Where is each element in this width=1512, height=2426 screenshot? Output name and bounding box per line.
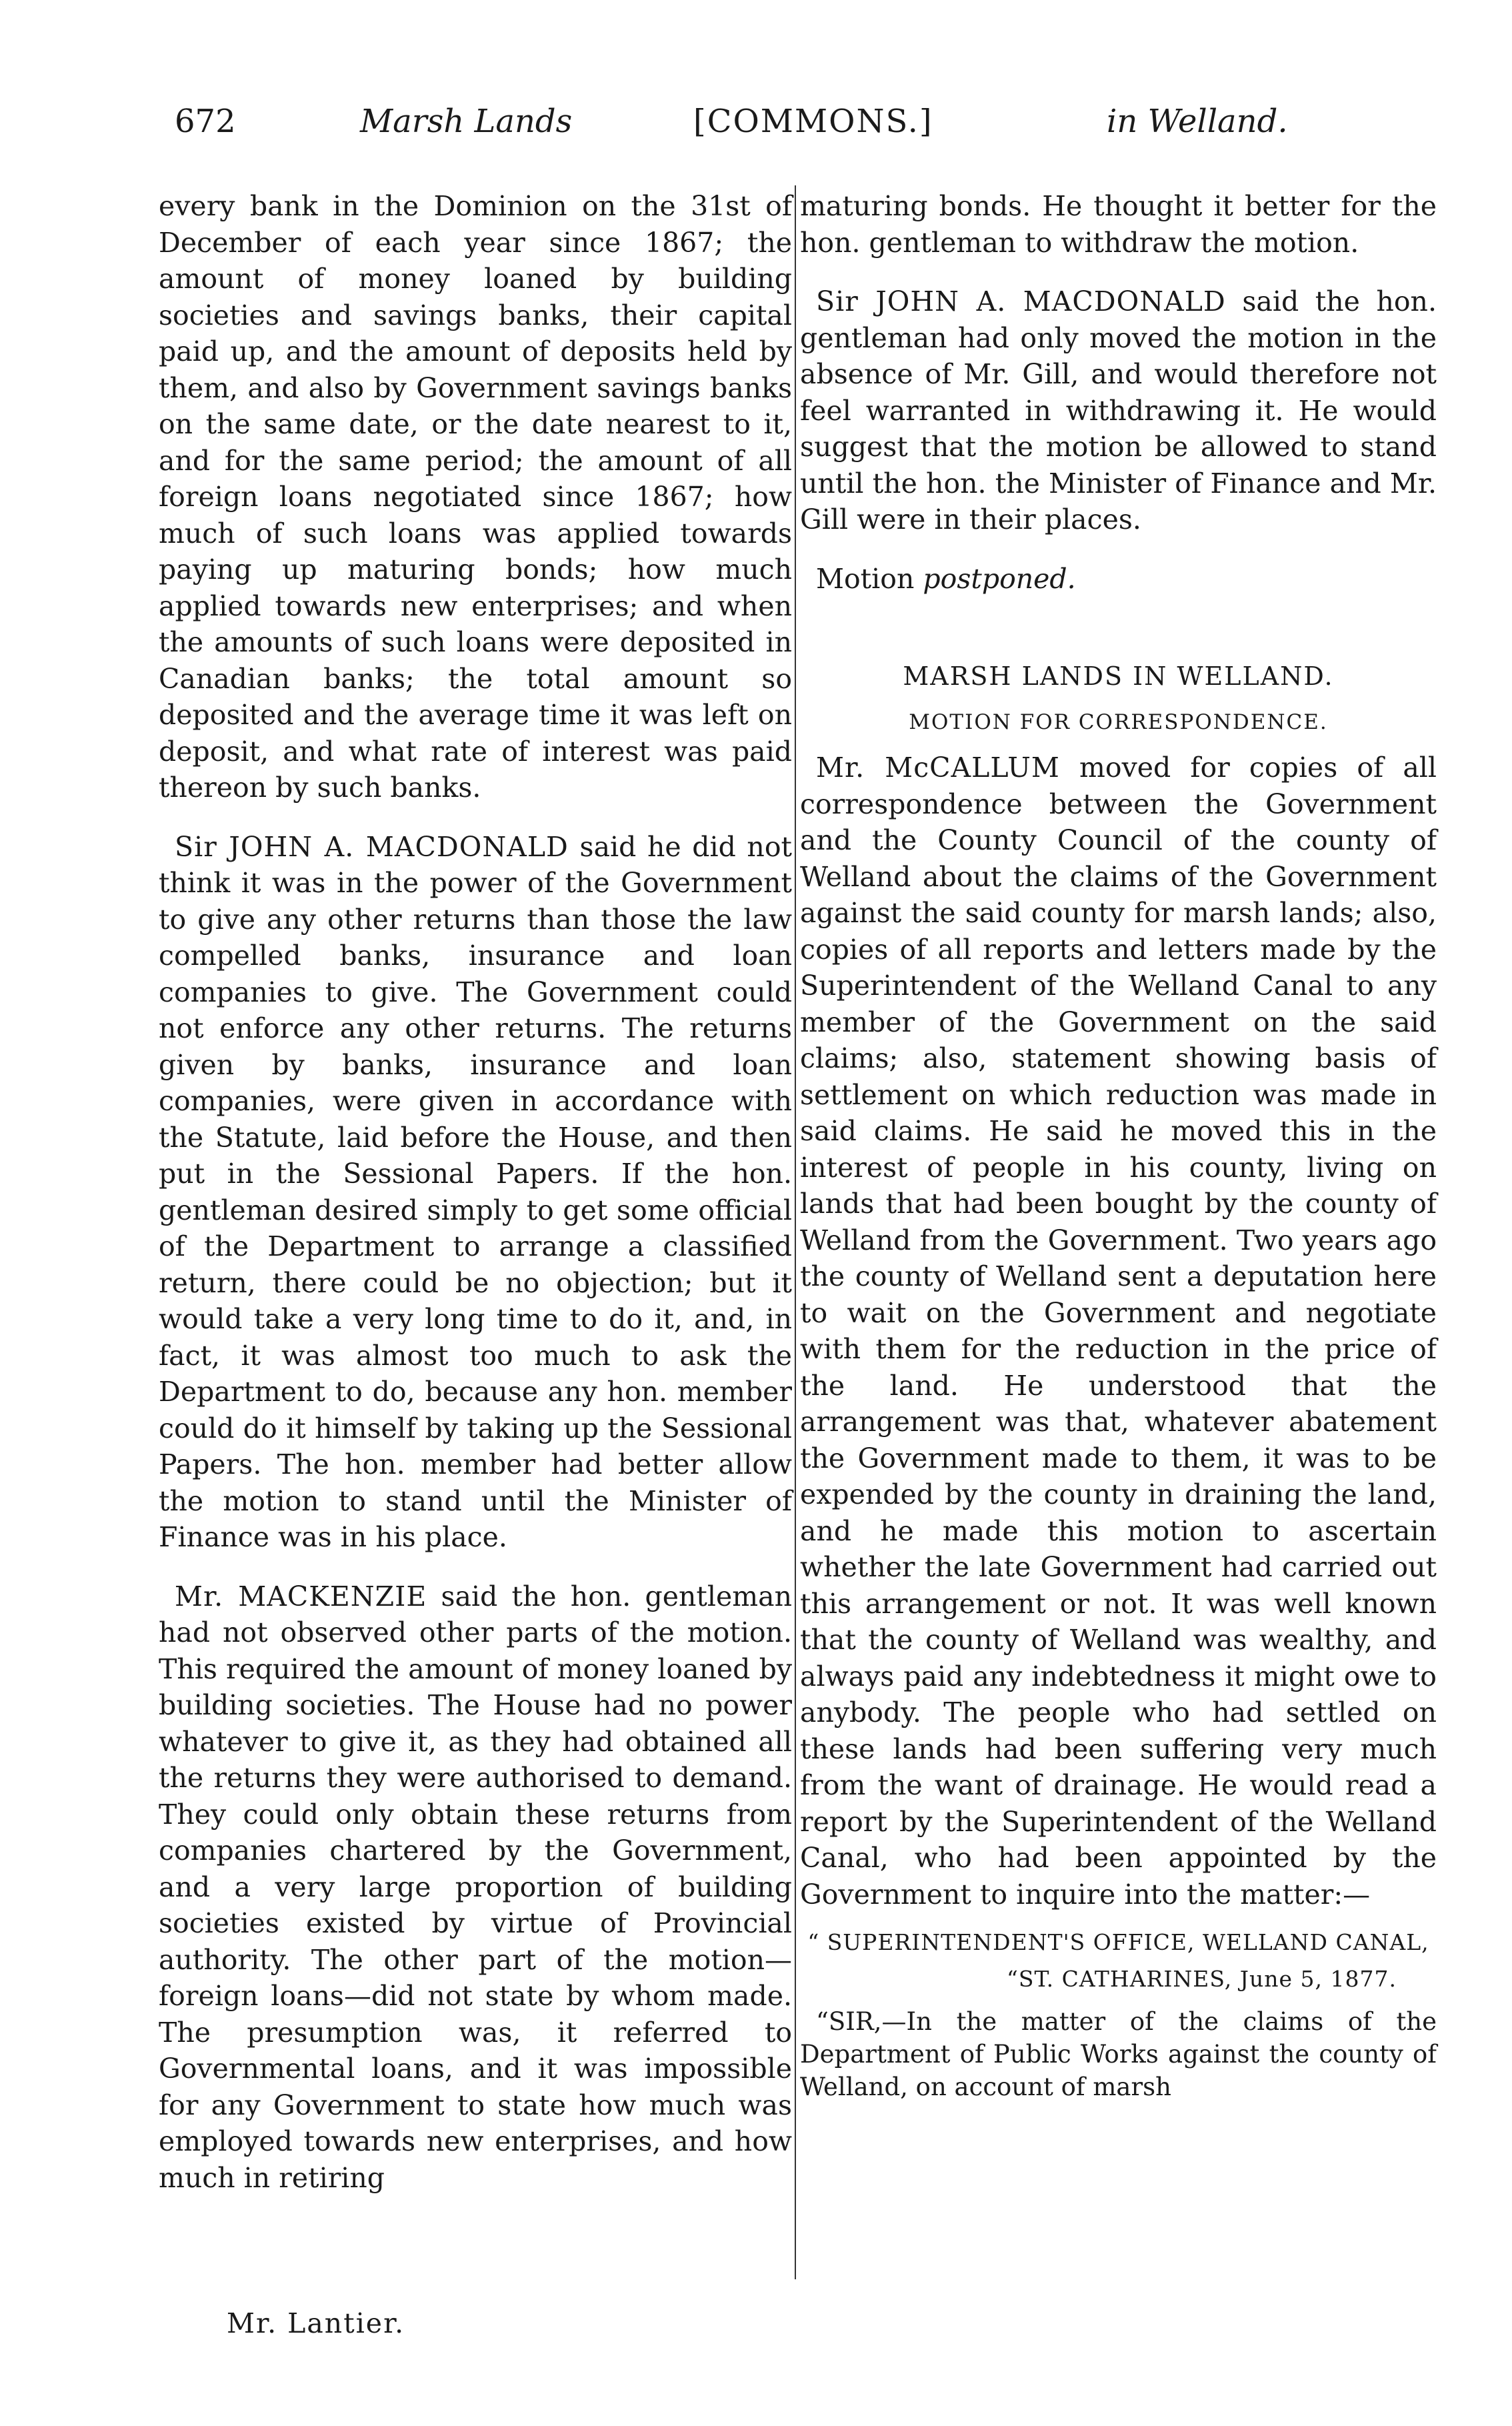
paragraph-macdonald (800, 283, 1437, 538)
letter-heading: “ SUPERINTENDENT'S OFFICE, WELLAND CANAL, (807, 1929, 1429, 1955)
letter-date: “ST. CATHARINES, June 5, 1877. (1007, 1965, 1397, 1992)
running-title-left: Marsh Lands (360, 103, 573, 140)
speech-text: said the hon. gentleman had not observed other parts of the motion. This required the amount of money loaned by building societies. The House had no power whatever to give it, as they had obtained all the returns they were authorised to demand. They could only obtain these returns from companies chartered by the Government, and a very large proportion of building societies existed by virtue of Provincial authority. The other part of the motion—foreign loans—did not state by whom made. The presumption was, it referred to Governmental loans, and it was impossible for any Government to state how much was employed towards new enterprises, and how much in retiring (159, 1580, 792, 2194)
letter-body: “SIR,—In the matter of the claims of the Department of Public Works against the county of Welland, on account of marsh (800, 2007, 1437, 2101)
speaker-name: Mr. McCALLUM (816, 752, 1060, 784)
paragraph-macdonald (159, 829, 792, 1556)
paragraph-continued: every bank in the Dominion on the 31st of December of each year since 1867; the amount of money loaned by building societies and savings banks, their capital paid up, and the amount of deposits held by them, and also by Government savings banks on the same date, or the date nearest to it, and for the same period; the amount of all foreign loans negotiated since 1867; how much of such loans was applied towards paying up maturing bonds; how much applied towards new enterprises; and when the amounts of such loans were deposited in Canadian banks; the total amount so deposited and the average time it was left on deposit, and what rate of interest was paid thereon by such banks. (159, 190, 792, 804)
catchword: Mr. Lantier. (227, 2307, 405, 2339)
section-subheading: MOTION FOR CORRESPONDENCE. (909, 710, 1328, 734)
column-divider (795, 185, 796, 2279)
right-column (800, 188, 1437, 2103)
running-title-center: [COMMONS.] (693, 103, 933, 140)
section-heading: MARSH LANDS IN WELLAND. (903, 662, 1334, 691)
speaker-name: Sir JOHN A. MACDONALD (175, 830, 569, 863)
left-column (159, 188, 792, 2196)
speech-text: moved for copies of all correspondence between the Government and the County Council of the county of Welland about the claims of the Government against the said county for marsh lands; also, copies of all reports and letters made by the Superintendent of the Welland Canal to any member of the Government on the said claims; also, statement showing basis of settlement on which reduction was made in said claims. He said he moved this in the interest of people in his county, living on lands that had been bought by the county of Welland from the Government. Two years ago the county of Welland sent a deputation here to wait on the Government and negotiate with them for the reduction in the price of the land. He understood that the arrangement was that, whatever abatement the Government made to them, it was to be expended by the county in draining the land, and he made this motion to ascertain whether the late Government had carried out this arrangement or not. It was well known that the county of Welland was wealthy, and always paid any indebtedness it might owe to anybody. The people who had settled on these lands had been suffering very much from the want of drainage. He would read a report by the Superintendent of the Welland Canal, who had been appointed by the Government to inquire into the matter:— (800, 752, 1437, 1911)
motion-postponed: Motion postponed. (816, 562, 1076, 595)
speech-text: said he did not think it was in the power of the Government to give any other returns than those the law compelled banks, insurance and loan companies to give. The Government could not enforce any other returns. The returns given by banks, insurance and loan companies, were given in accordance with the Statute, laid before the House, and then put in the Sessional Papers. If the hon. gentleman desired simply to get some official of the Department to arrange a classified return, there could be no objection; but it would take a very long time to do it, and, in fact, it was almost too much to ask the Department to do, because any hon. member could do it himself by taking up the Sessional Papers. The hon. member had better allow the motion to stand until the Minister of Finance was in his place. (159, 830, 792, 1553)
speech-text: said the hon. gentleman had only moved the motion in the absence of Mr. Gill, and would therefore not feel warranted in withdrawing it. He would suggest that the motion be allowed to stand until the hon. the Minister of Finance and Mr. Gill were in their places. (800, 285, 1437, 535)
page-number: 672 (175, 103, 236, 140)
running-title-right: in Welland. (1107, 103, 1288, 140)
paragraph-mackenzie (159, 1578, 792, 2197)
speaker-name: Mr. MACKENZIE (175, 1580, 427, 1612)
page-header (0, 100, 1512, 153)
paragraph-mccallum (800, 750, 1437, 1913)
speaker-name: Sir JOHN A. MACDONALD (816, 285, 1226, 317)
paragraph-continued: maturing bonds. He thought it better for the hon. gentleman to withdraw the motion. (800, 190, 1437, 259)
